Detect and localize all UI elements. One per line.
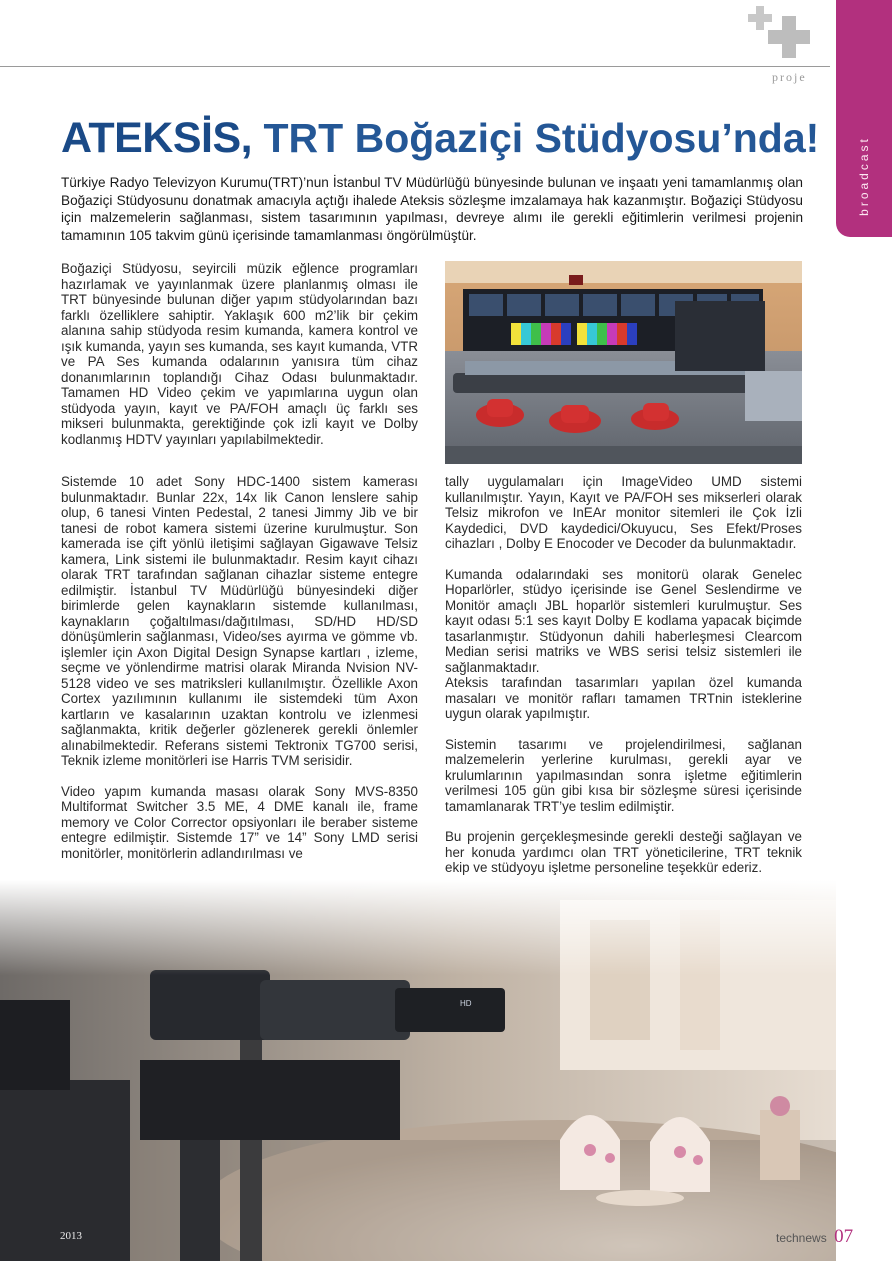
body-paragraph: Sistemin tasarımı ve projelendirilmesi, sağlanan malzemelerin yerlerine kurulması, gerekli ayar ve krulumlarının yapılmasından sonra işletme eğitimlerin verilmesi 105 gün gibi kısa bir sözleşme süresi içerisinde tamamlanarak TRT’ye teslim edilmiştir. bbox=[445, 736, 802, 814]
control-room-illustration bbox=[445, 261, 802, 464]
right-column bbox=[445, 474, 802, 891]
page-footer bbox=[776, 1226, 853, 1248]
left-column-bottom bbox=[61, 474, 418, 876]
control-room-photo bbox=[445, 261, 802, 464]
magazine-name: technews bbox=[776, 1231, 827, 1245]
body-paragraph: Video yapım kumanda masası olarak Sony MVS-8350 Multiformat Switcher 3.5 ME, 4 DME kanalı ile, frame memory ve Color Corrector opsiyonları ile beraber sisteme entegre edilmiştir. Sistemde 17” ve 14” Sony LMD serisi monitörler, monitörlerin adlandırılması ve bbox=[61, 783, 418, 861]
page-number: 07 bbox=[834, 1226, 854, 1247]
studio-camera-photo bbox=[0, 880, 836, 1261]
headline-title: TRT Boğaziçi Stüdyosu’nda! bbox=[252, 115, 820, 161]
body-paragraph: tally uygulamaları için ImageVideo UMD sistemi kullanılmıştır. Yayın, Kayıt ve PA/FOH ses mikserleri olarak Telsiz mikrofon ve InEAr monitor sitemleri ile Çok İzli Kaydedici, DVD kaydedici/Okuyucu, Ses Efekt/Proses cihazları , Dolby E Enocoder ve Decoder da bulunmaktadır. bbox=[445, 474, 802, 551]
studio-camera-illustration bbox=[0, 880, 836, 1261]
body-paragraph: Boğaziçi Stüdyosu, seyircili müzik eğlence programları hazırlamak ve yayınlanmak üzere planlanmış olması ile TRT bünyesinde bulunan diğer yapım stüdyolarından bazı farklı özelliklere sahiptir. Yaklaşık 600 m2’lik bir çekim alanına sahip stüdyoda resim kumanda, kamera kontrol ve ışık kumanda, yayın ses kumanda, ses kayıt kumanda, VTR ve PA Ses kumanda odalarının yanısıra tüm cihaz donanımlarının toplandığı Cihaz Odası bulunmaktadır. Tamamen HD Video çekim ve yapımlarına uygun olan stüdyoda yayın, kayıt ve PA/FOH amaçlı üç farklı ses mikseri bulunmakta, gerektiğinde çok izli kayıt ve Dolby kodlanmış HDTV yayınları yapılabilmektedir. bbox=[61, 261, 418, 447]
body-paragraph: Bu projenin gerçekleşmesinde gerekli desteği sağlayan ve her konuda yardımcı olan TRT yöneticilerine, TRT teknik ekip ve stüdyoyu işletme personeline teşekkür ederiz. bbox=[445, 829, 802, 875]
body-paragraph: Sistemde 10 adet Sony HDC-1400 sistem kamerası bulunmaktadır. Bunlar 22x, 14x lik Canon lenslere sahip olup, 6 tanesi Vinten Pedestal, 2 tanesi Jimmy Jib ve bir tanesi de robot kamera sistemi üzerine kurulmuştur. Son kamerada ise çift yönlü iletişimi sağlayan Gigawave Telsiz kamera, Link sistemi ile bulunmaktadır. Resim kayıt cihazı olarak TRT tarafından sağlanan cihazlar sisteme entegre edilmiştir. İstanbul TV Müdürlüğü bünyesindeki diğer birimlerde gelen kaynakların sistemde kullanılması, kaynakların çoğaltılması/dağıtılması, SD/HD HD/SD dönüşümlerin sağlanması, Video/ses ayırma ve gömme vb. işlemler için Axon Digital Design Synapse kartları , izleme, seçme ve yönlendirme matrisi olarak Miranda Nvision NV-5128 video ve ses matriksleri kullanılmıştır. Özellikle Axon Cortex yazılımının kullanımı ile sistemdeki tüm Axon kartların ve kasalarının uzaktan kontrolu ve izlenmesi sağlanmakta, kritik değerler gözlenerek gerekli önlemler alınabilmektedir. Referans sistemi Tektronix TG700 serisi, Teknik izleme monitörleri ise Harris TVM serisidir. bbox=[61, 474, 418, 768]
body-paragraph: Kumanda odalarındaki ses monitorü olarak Genelec Hoparlörler, stüdyo içerisinde ise Genel Seslendirme ve Monitör amaçlı JBL hoparlör sistemleri kurulmuştur. Ses kayıt odası 5:1 ses kayıt Dolby E kodlama yapacak biçimde tasarlanmıştır. Stüdyonun dahili haberleşmesi Clearcom Median serisi matriks ve WBS serisi telsiz sistemleri ile sağlanmaktadır. bbox=[445, 566, 802, 675]
side-tab bbox=[836, 0, 892, 237]
side-tab-label: broadcast bbox=[857, 136, 871, 216]
headline-brand: ATEKSİS, bbox=[61, 114, 253, 162]
left-column-top bbox=[61, 261, 418, 462]
plus-logo-icon bbox=[748, 6, 812, 62]
header-divider bbox=[0, 66, 830, 67]
body-paragraph: Ateksis tarafından tasarımları yapılan özel kumanda masaları ve monitör rafları tamamen TRTnin isteklerine uygun olarak yapılmıştır. bbox=[445, 675, 802, 721]
issue-year: 2013 bbox=[60, 1230, 82, 1242]
article-headline bbox=[61, 112, 819, 167]
article-lead: Türkiye Radyo Televizyon Kurumu(TRT)’nun İstanbul TV Müdürlüğü bünyesinde bulunan ve inşaatı yeni tamamlanmış olan Boğaziçi Stüdyosunu donatmak amacıyla açtığı ihalede Ateksis sözleşme imzalamaya hak kazanmıştır. Boğaziçi Stüdyosu için malzemelerin sağlanması, sistem tasarımının yapılması, devreye alımı ile gerekli eğitimlerin verilmesi projenin tamamının 105 takvim günü içerisinde tamamlanması öngörülmüştür. bbox=[61, 175, 803, 243]
section-label: proje bbox=[772, 70, 807, 84]
